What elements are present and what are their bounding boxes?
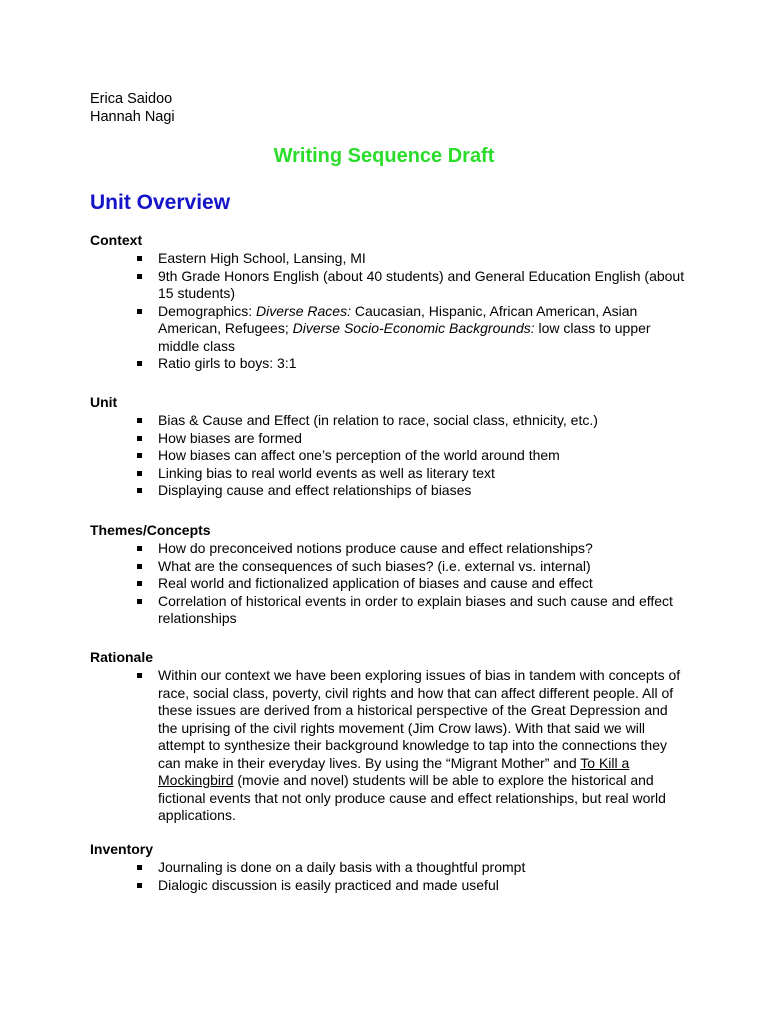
bullet-text: How biases can affect one’s perception of the world around them [158, 447, 560, 463]
bullet-text: How do preconceived notions produce cause and effect relationships? [158, 540, 593, 556]
bullet-text: (movie and novel) students will be able to explore the historical and fictional events that not only produce cause and effect relationships, but real world applications. [158, 772, 666, 823]
square-bullet-icon [137, 274, 142, 279]
bullet-text: Journaling is done on a daily basis with a thoughtful prompt [158, 859, 526, 875]
square-bullet-icon [137, 865, 142, 870]
bullet-text: Demographics: [158, 302, 257, 319]
bullet-text: Dialogic discussion is easily practiced and made useful [158, 876, 499, 893]
rationale-section [90, 649, 690, 825]
unit-list [90, 412, 690, 500]
author-name: Hannah Nagi [90, 109, 175, 125]
square-bullet-icon [137, 488, 142, 493]
inventory-heading: Inventory [90, 841, 154, 857]
square-bullet-icon [137, 361, 142, 366]
bullet-text: 9th Grade Honors English (about 40 students) and General Education English (about 15 students) [158, 267, 685, 301]
bullet-item [90, 482, 690, 500]
bullet-item [90, 593, 690, 628]
square-bullet-icon [137, 471, 142, 476]
bullet-text: Eastern High School, Lansing, MI [158, 250, 366, 266]
rationale-list [90, 667, 690, 825]
bullet-text: Diverse Socio-Economic Backgrounds: [292, 320, 535, 336]
square-bullet-icon [137, 256, 142, 261]
bullet-item [90, 877, 690, 895]
square-bullet-icon [137, 436, 142, 441]
bullet-item [90, 575, 690, 593]
bullet-item [90, 859, 690, 877]
square-bullet-icon [137, 564, 142, 569]
square-bullet-icon [137, 309, 142, 314]
bullet-item [90, 465, 690, 483]
bullet-item [90, 268, 690, 303]
unit-heading: Unit [90, 394, 118, 410]
themes-section [90, 522, 690, 628]
bullet-text: Diverse Races: [256, 302, 351, 319]
author-name: Erica Saidoo [90, 91, 173, 107]
bullet-text: low class to upper middle class [158, 320, 651, 354]
bullet-item [90, 558, 690, 576]
rationale-heading: Rationale [90, 649, 154, 665]
context-section [90, 232, 690, 373]
bullet-text: What are the consequences of such biases? (i.e. external vs. internal) [158, 557, 591, 574]
bullet-text: Within our context we have been exploring issues of bias in tandem with concepts of race, social class, poverty, civil rights and how that can affect different people. All of these issues are derived from a historical perspective of the Great Depression and the uprising of the civil rights movement (Jim Crow laws). With that said we will attempt to synthesize their background knowledge to tap into the connections they can make in their everyday lives. By using the “Migrant Mother” and [158, 667, 681, 771]
section-title: Unit Overview [90, 191, 231, 214]
square-bullet-icon [137, 581, 142, 586]
context-heading: Context [90, 232, 143, 248]
square-bullet-icon [137, 546, 142, 551]
bullet-text: Real world and fictionalized application of biases and cause and effect [158, 575, 593, 591]
bullet-text: Caucasian, Hispanic, African American, Asian American, Refugees; [158, 302, 638, 336]
bullet-item [90, 412, 690, 430]
unit-section [90, 394, 690, 500]
bullet-item [90, 250, 690, 268]
themes-heading: Themes/Concepts [90, 522, 211, 538]
themes-list [90, 540, 690, 628]
bullet-item [90, 540, 690, 558]
bullet-item [90, 430, 690, 448]
context-list [90, 250, 690, 373]
square-bullet-icon [137, 599, 142, 604]
bullet-text: Bias & Cause and Effect (in relation to race, social class, ethnicity, etc.) [158, 412, 598, 428]
inventory-list [90, 859, 690, 894]
bullet-text: Ratio girls to boys: 3:1 [158, 355, 297, 371]
bullet-item [90, 303, 690, 356]
bullet-item [90, 667, 690, 825]
bullet-text: Displaying cause and effect relationships of biases [158, 482, 472, 498]
book-title: To Kill a Mockingbird [158, 754, 630, 788]
square-bullet-icon [137, 883, 142, 888]
inventory-section [90, 841, 690, 894]
author-names [90, 90, 175, 126]
square-bullet-icon [137, 453, 142, 458]
bullet-item [90, 447, 690, 465]
bullet-text: Correlation of historical events in order to explain biases and such cause and effect relationships [158, 592, 673, 626]
bullet-text: How biases are formed [158, 429, 302, 446]
document-title: Writing Sequence Draft [273, 145, 495, 167]
square-bullet-icon [137, 418, 142, 423]
bullet-item [90, 355, 690, 373]
bullet-text: Linking bias to real world events as well as literary text [158, 464, 495, 481]
square-bullet-icon [137, 673, 142, 678]
